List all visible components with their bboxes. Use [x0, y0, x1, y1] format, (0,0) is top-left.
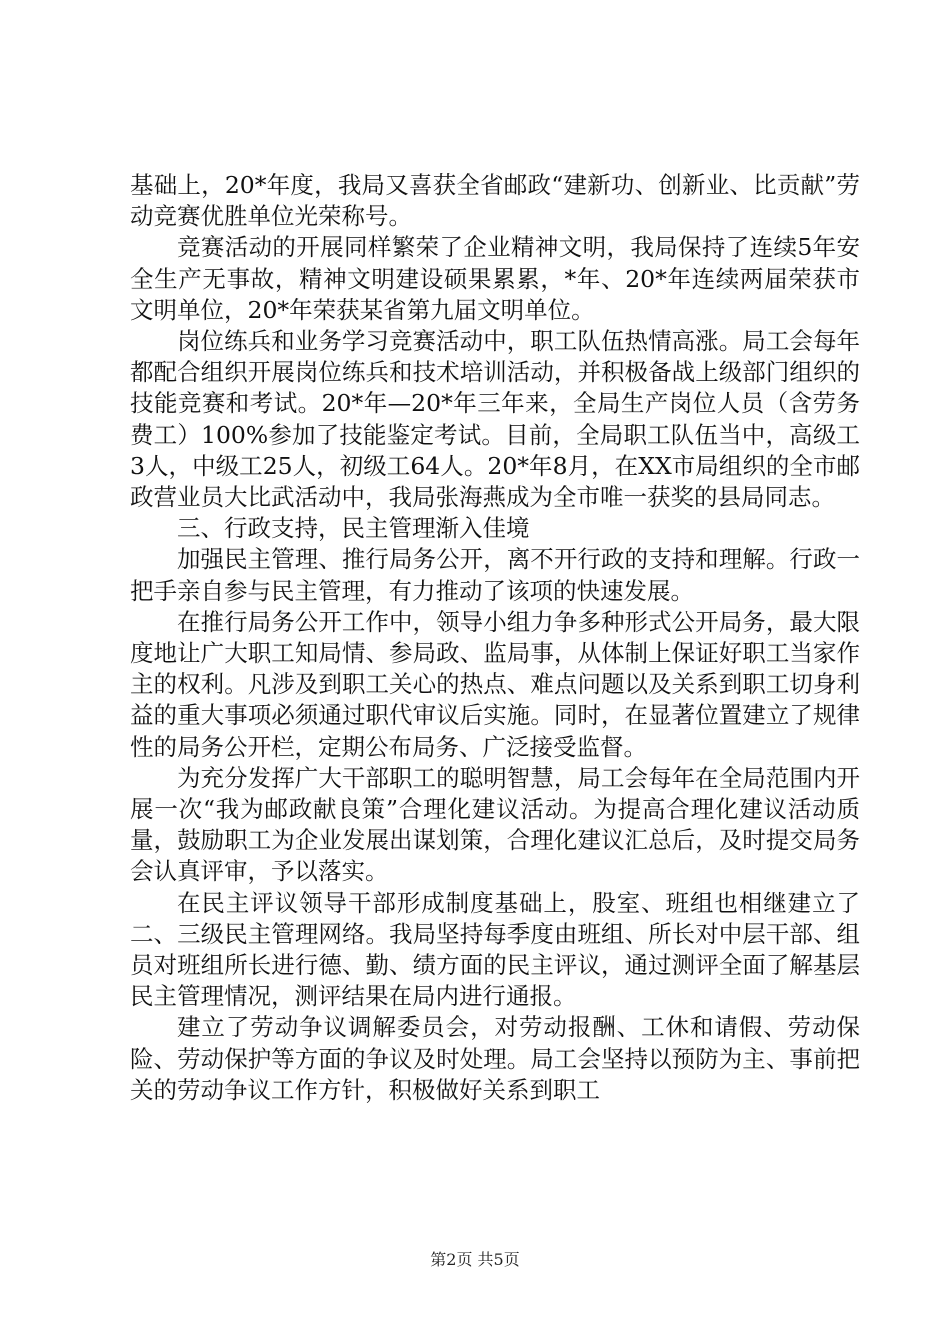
paragraph-8: 在民主评议领导干部形成制度基础上，股室、班组也相继建立了二、三级民主管理网络。我局坚持每季度由班组、所长对中层干部、组员对班组所长进行德、勤、绩方面的民主评议，通过测评全面了解基层民主管理情况，测评结果在局内进行通报。 [130, 888, 860, 1011]
paragraph-6: 在推行局务公开工作中，领导小组力争多种形式公开局务，最大限度地让广大职工知局情、参局政、监局事，从体制上保证好职工当家作主的权利。凡涉及到职工关心的热点、难点问题以及关系到职工切身利益的重大事项必须通过职代审议后实施。同时，在显著位置建立了规律性的局务公开栏，定期公布局务、广泛接受监督。 [130, 607, 860, 761]
paragraph-9: 建立了劳动争议调解委员会，对劳动报酬、工休和请假、劳动保险、劳动保护等方面的争议及时处理。局工会坚持以预防为主、事前把关的劳动争议工作方针，积极做好关系到职工 [130, 1013, 860, 1104]
paragraph-5: 加强民主管理、推行局务公开，离不开行政的支持和理解。行政一把手亲自参与民主管理，有力推动了该项的快速发展。 [130, 545, 860, 605]
page-number-footer: 第2页 共5页 [430, 1250, 520, 1269]
paragraph-3: 岗位练兵和业务学习竞赛活动中，职工队伍热情高涨。局工会每年都配合组织开展岗位练兵和技术培训活动，并积极备战上级部门组织的技能竞赛和考试。20*年—20*年三年来，全局生产岗位人员（含劳务费工）100%参加了技能鉴定考试。目前，全局职工队伍当中，高级工3人，中级工25人，初级工64人。20*年8月，在XX市局组织的全市邮政营业员大比武活动中，我局张海燕成为全市唯一获奖的县局同志。 [130, 327, 860, 512]
body-text [130, 170, 860, 1106]
section-heading: 三、行政支持，民主管理渐入佳境 [177, 514, 530, 543]
paragraph-1: 基础上，20*年度，我局又喜获全省邮政“建新功、创新业、比贡献”劳动竞赛优胜单位光荣称号。 [130, 171, 860, 231]
paragraph-2: 竞赛活动的开展同样繁荣了企业精神文明，我局保持了连续5年安全生产无事故，精神文明建设硕果累累，*年、20*年连续两届荣获市文明单位，20*年荣获某省第九届文明单位。 [130, 233, 860, 324]
paragraph-7: 为充分发挥广大干部职工的聪明智慧，局工会每年在全局范围内开展一次“我为邮政献良策”合理化建议活动。为提高合理化建议活动质量，鼓励职工为企业发展出谋划策，合理化建议汇总后，及时提交局务会认真评审，予以落实。 [130, 763, 860, 886]
